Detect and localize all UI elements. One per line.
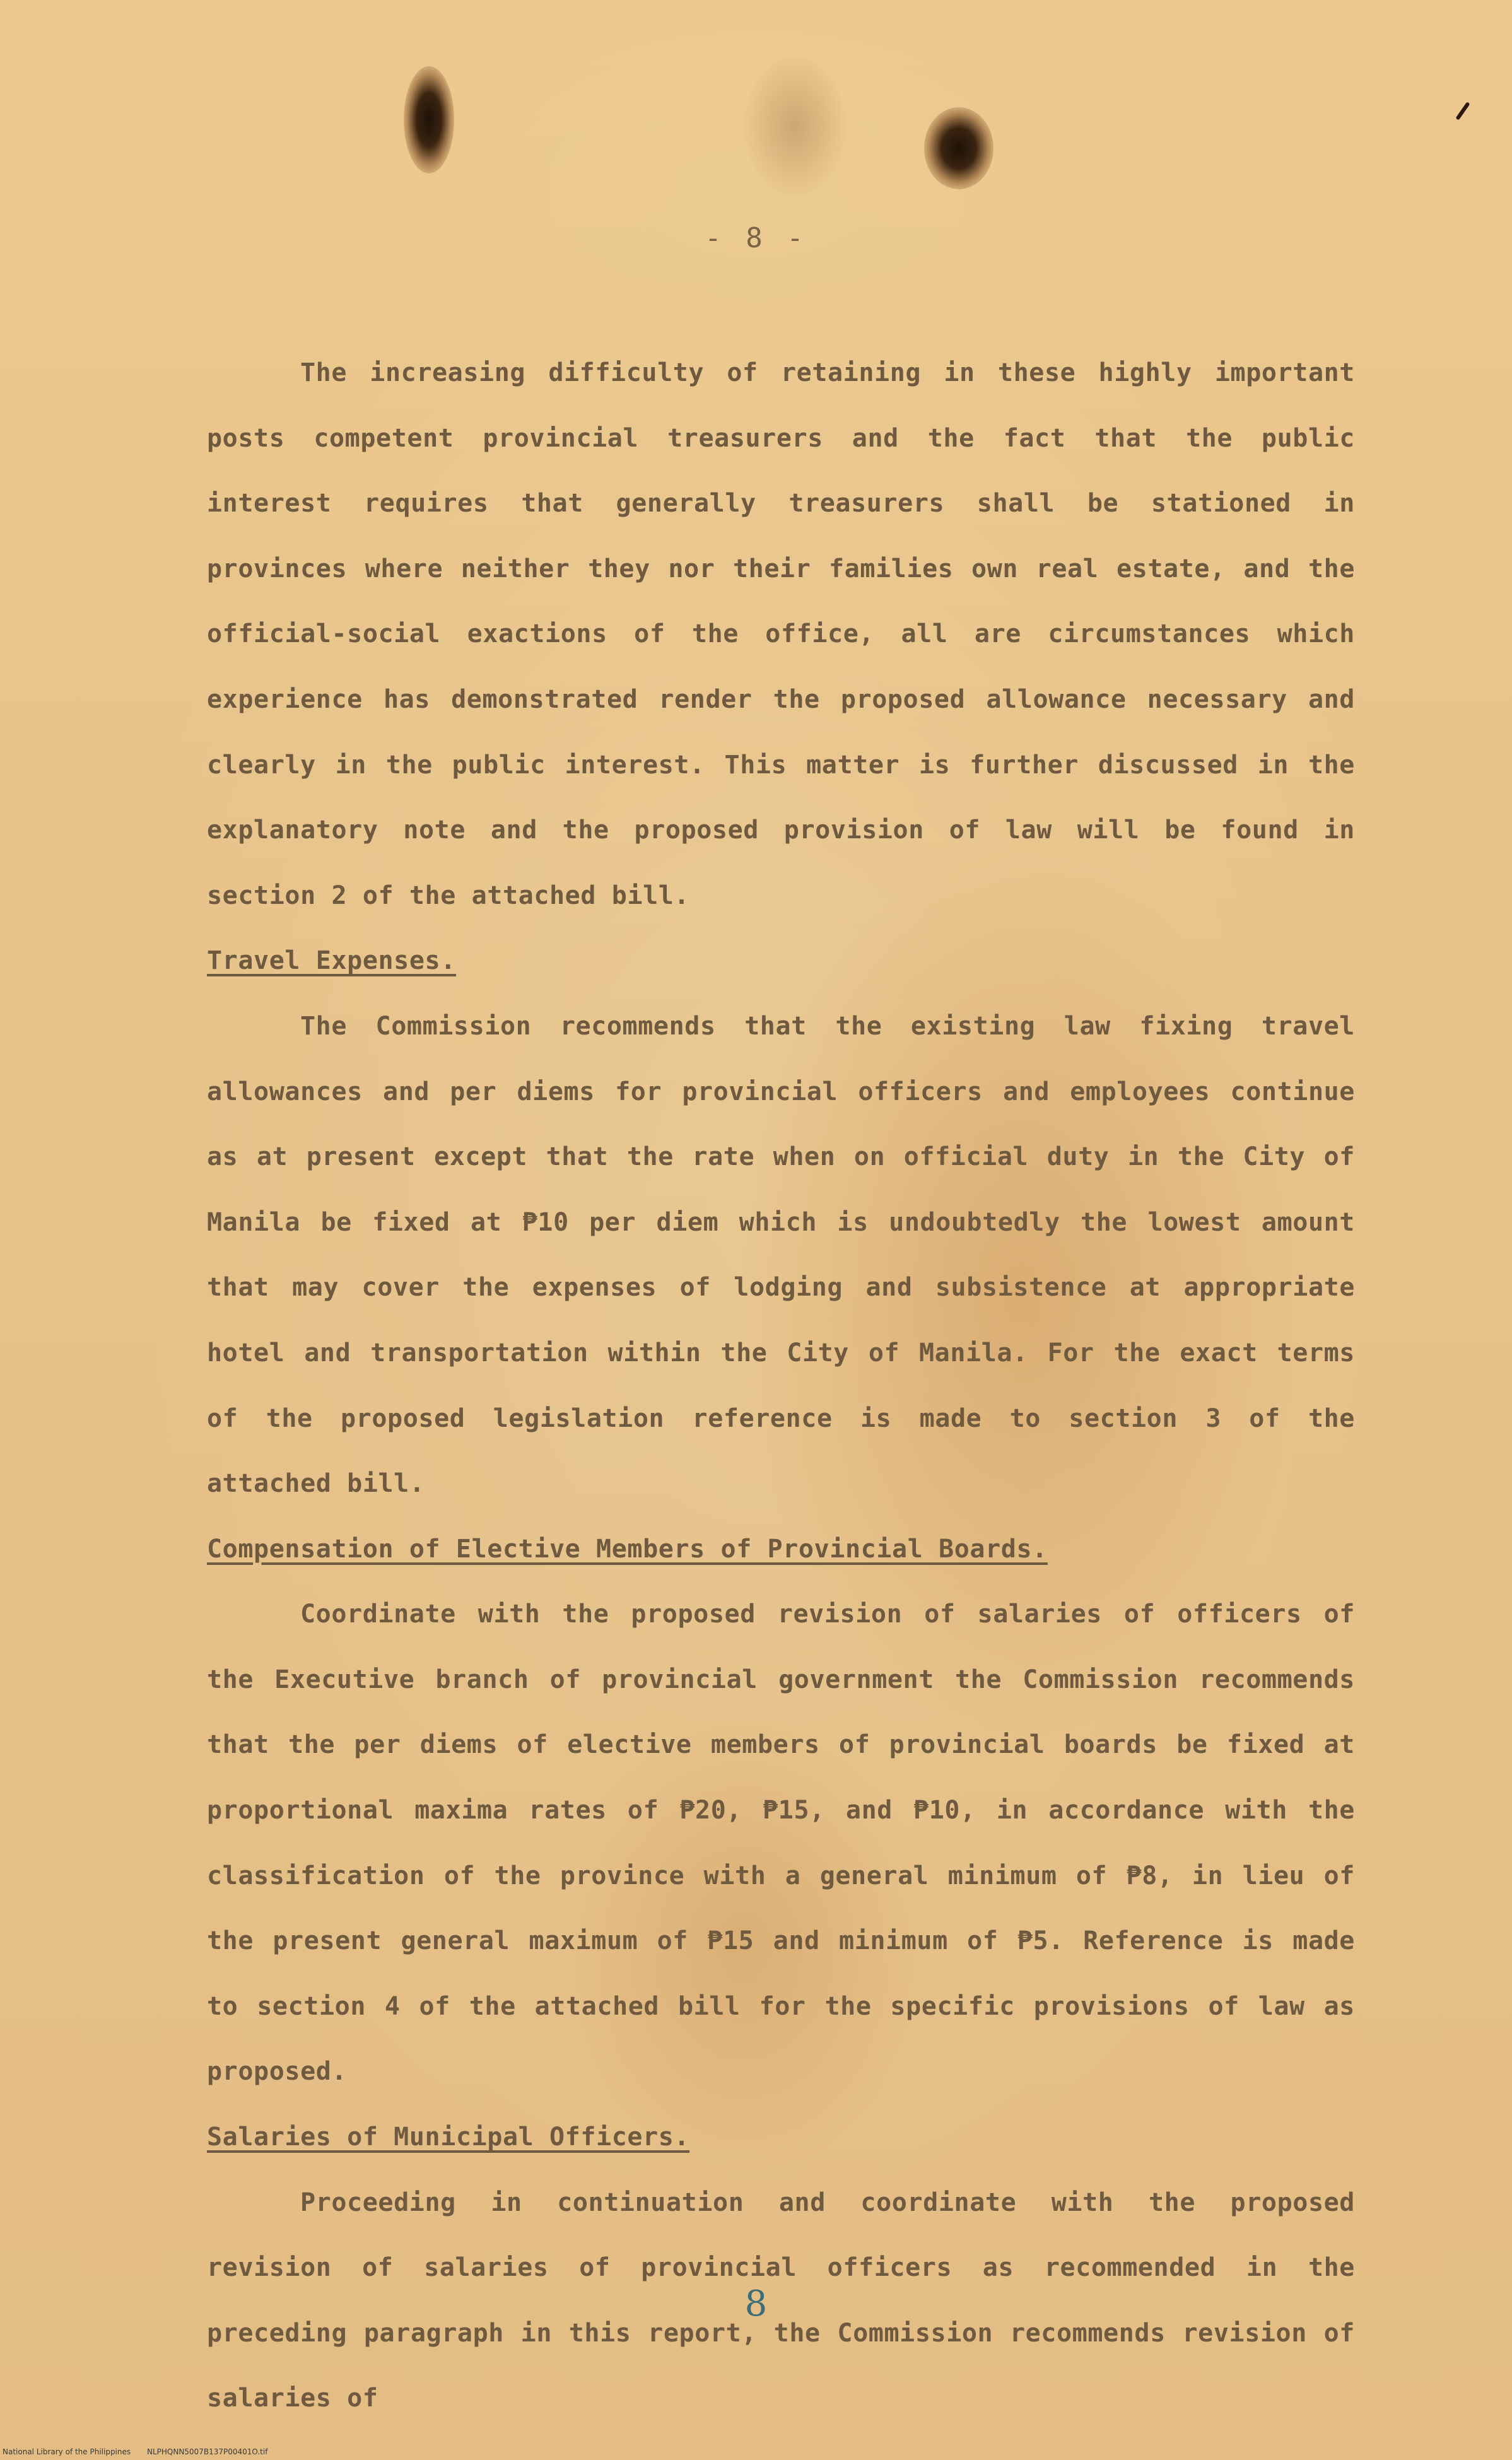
heading-municipal-salaries-text: Salaries of Municipal Officers. — [207, 2123, 690, 2152]
page-number-header: - 8 - — [705, 222, 807, 254]
stain-mark — [744, 57, 845, 196]
archive-footer — [3, 2447, 281, 2456]
heading-travel-expenses-text: Travel Expenses. — [207, 946, 456, 976]
burn-hole-right — [924, 107, 993, 189]
footer-library-name: National Library of the Philippines — [3, 2447, 131, 2456]
paragraph-treasurers: The increasing difficulty of retaining in these highly important posts competent provincial treasurers and the fact that the public interest requires that generally treasurers shall be stationed in provinces where neither they nor their families own real estate, and the official-social exactions of the office, all are circumstances which experience has demonstrated render the proposed allowance necessary and clearly in the public interest. This matter is further discussed in the explanatory note and the proposed provision of law will be found in section 2 of the attached bill. — [207, 358, 1355, 910]
body-text — [207, 341, 1355, 2432]
heading-travel-expenses — [207, 928, 1355, 994]
paragraph-travel-expenses: The Commission recommends that the existing law fixing travel allowances and per diems for provincial officers and employees continue as at present except that the rate when on official duty in the City of Manila be fixed at ₱10 per diem which is undoubtedly the lowest amount that may cover the expenses of lodging and subsistence at appropriate hotel and transportation within the City of Manila. For the exact terms of the proposed legislation reference is made to section 3 of the attached bill. — [207, 1011, 1355, 1499]
heading-compensation-text: Compensation of Elective Members of Provincial Boards. — [207, 1534, 1048, 1564]
footer-file-name: NLPHQNN5007B137P00401O.tif — [146, 2447, 268, 2456]
pen-mark — [1455, 102, 1470, 120]
paragraph-municipal-salaries: Proceeding in continuation and coordinate with the proposed revision of salaries of provincial officers as recommended in the preceding paragraph in this report, the Commission recommends revision of salaries of — [207, 2188, 1355, 2413]
heading-compensation — [207, 1517, 1355, 1583]
page-number-stamp: 8 — [744, 2283, 768, 2324]
burn-hole-left — [404, 66, 454, 173]
paragraph-compensation: Coordinate with the proposed revision of salaries of officers of the Executive branch of provincial government the Commission recommends that the per diems of elective members of provincial boards be fixed at proportional maxima rates of ₱20, ₱15, and ₱10, in accordance with the classification of the province with a general minimum of ₱8, in lieu of the present general maximum of ₱15 and minimum of ₱5. Reference is made to section 4 of the attached bill for the specific provisions of law as proposed. — [207, 1600, 1355, 2087]
heading-municipal-salaries — [207, 2105, 1355, 2170]
